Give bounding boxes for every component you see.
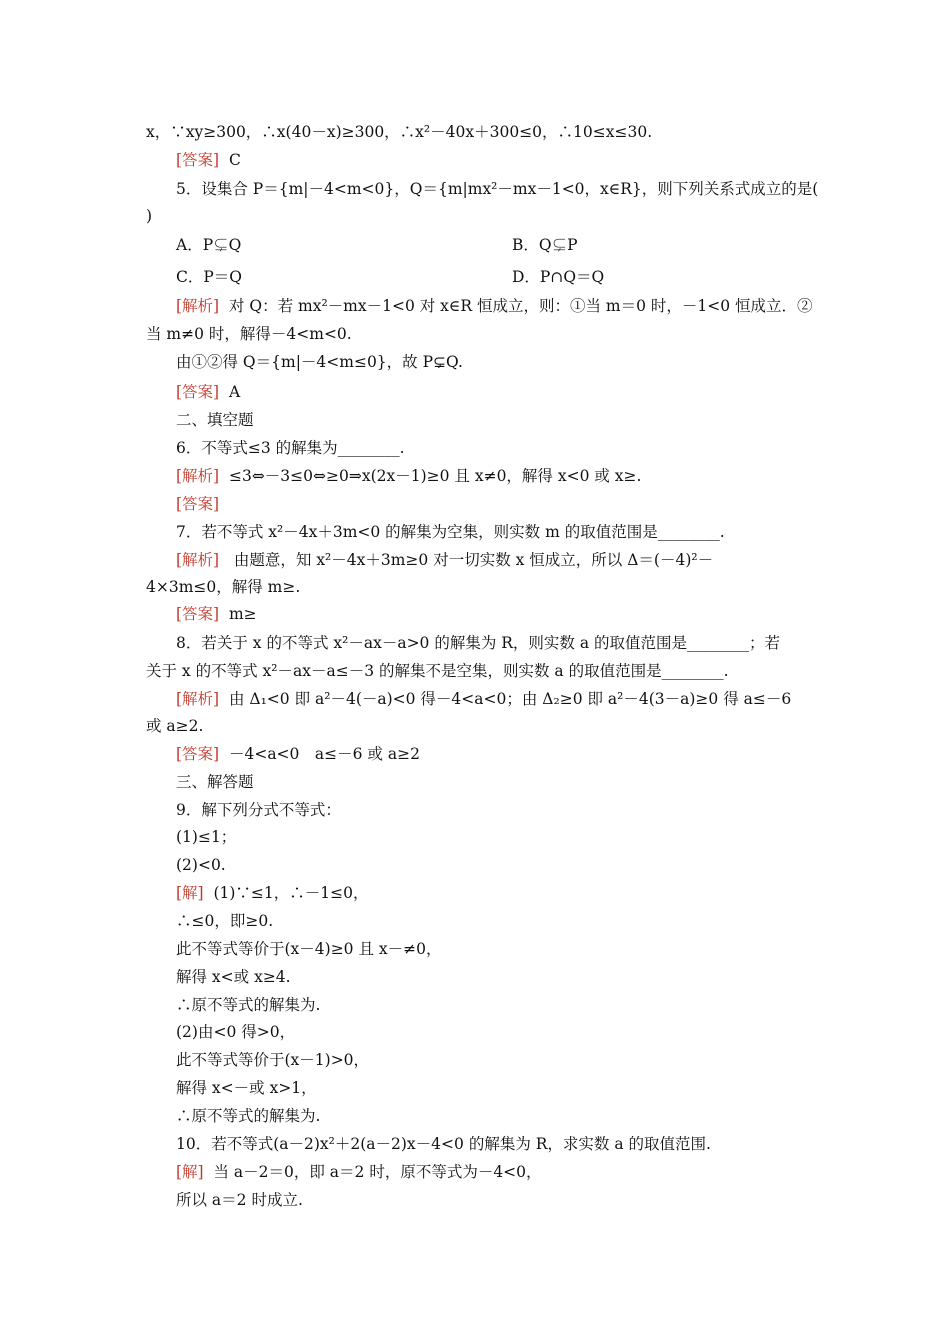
solution-line xyxy=(176,882,368,904)
analysis-tag: [解析] xyxy=(176,690,220,708)
text-line: 此不等式等价于(x－1)>0， xyxy=(176,1051,370,1069)
analysis-text: 由题意，知 x²－4x＋3m≥0 对一切实数 x 恒成立，所以 Δ＝(－4)²－ xyxy=(233,551,714,569)
answer-line xyxy=(176,381,240,403)
answer-line xyxy=(176,603,257,625)
text-line: ∴原不等式的解集为. xyxy=(176,1107,321,1125)
question-9: 9．解下列分式不等式： xyxy=(176,801,341,819)
question-5: 5．设集合 P＝{m|－4<m<0}，Q＝{m|mx²－mx－1<0，x∈R}，则下列关系式成立的是( xyxy=(176,180,819,198)
text-line: 关于 x 的不等式 x²－ax－a≤－3 的解集不是空集，则实数 a 的取值范围是________. xyxy=(146,662,729,680)
text-line: (1)≤1； xyxy=(176,828,237,846)
question-7: 7．若不等式 x²－4x＋3m<0 的解集为空集，则实数 m 的取值范围是________. xyxy=(176,523,725,541)
solution-tag: [解] xyxy=(176,1163,204,1181)
question-10: 10．若不等式(a－2)x²＋2(a－2)x－4<0 的解集为 R，求实数 a 的取值范围. xyxy=(176,1135,711,1153)
analysis-line xyxy=(176,688,791,710)
analysis-tag: [解析] xyxy=(176,297,220,315)
answer-line xyxy=(176,743,420,765)
text-line: 当 m≠0 时，解得－4<m<0. xyxy=(146,325,352,343)
answer-line xyxy=(176,149,241,171)
text-line: 4×3m≤0，解得 m≥. xyxy=(146,578,301,596)
solution-tag: [解] xyxy=(176,884,204,902)
text-line: (2)由<0 得>0， xyxy=(176,1023,296,1041)
analysis-line xyxy=(176,295,813,317)
option-d: D．P∩Q＝Q xyxy=(512,268,605,286)
answer-tag: [答案] xyxy=(176,151,220,169)
text-line: (2)<0. xyxy=(176,856,226,874)
text-line: 此不等式等价于(x－4)≥0 且 x－≠0， xyxy=(176,940,442,958)
analysis-text: ≤3⇔－3≤0⇔≥0⇒x(2x－1)≥0 且 x≠0，解得 x<0 或 x≥. xyxy=(228,467,642,485)
text-line: x，∵xy≥300，∴x(40－x)≥300，∴x²－40x＋300≤0，∴10≤x≤30. xyxy=(146,123,653,141)
option-b: B．Q⊊P xyxy=(512,236,578,254)
text-line: 由①②得 Q＝{m|－4<m≤0}，故 P⊊Q. xyxy=(176,353,463,371)
solution-text: (1)∵≤1，∴－1≤0， xyxy=(213,884,369,902)
text-line: ) xyxy=(146,207,153,225)
text-line: 或 a≥2. xyxy=(146,717,204,735)
text-line: 所以 a＝2 时成立. xyxy=(176,1191,303,1209)
analysis-line xyxy=(176,549,713,571)
answer-text: A xyxy=(228,383,241,401)
question-6: 6．不等式≤3 的解集为________. xyxy=(176,439,405,457)
answer-tag: [答案] xyxy=(176,745,220,763)
solution-line xyxy=(176,1161,542,1183)
text-line: 解得 x<或 x≥4. xyxy=(176,968,291,986)
analysis-text: 由 Δ₁<0 即 a²－4(－a)<0 得－4<a<0；由 Δ₂≥0 即 a²－4(3－a)≥0 得 a≤－6 xyxy=(228,690,792,708)
analysis-text: 对 Q：若 mx²－mx－1<0 对 x∈R 恒成立，则：①当 m＝0 时，－1<0 恒成立．② xyxy=(228,297,813,315)
option-a: A．P⊊Q xyxy=(176,236,242,254)
question-8: 8．若关于 x 的不等式 x²－ax－a>0 的解集为 R，则实数 a 的取值范围是________；若 xyxy=(176,634,781,652)
answer-text: C xyxy=(228,151,241,169)
text-line: ∴≤0，即≥0. xyxy=(176,912,274,930)
analysis-line xyxy=(176,465,641,487)
answer-text: m≥ xyxy=(228,605,257,623)
option-c: C．P＝Q xyxy=(176,268,242,286)
answer-tag: [答案] xyxy=(176,495,220,513)
answer-tag: [答案] xyxy=(176,605,220,623)
analysis-tag: [解析] xyxy=(176,467,220,485)
section-heading: 三、解答题 xyxy=(176,773,254,791)
section-heading: 二、填空题 xyxy=(176,411,254,429)
answer-tag: [答案] xyxy=(176,383,220,401)
answer-line xyxy=(176,493,219,515)
answer-text: －4<a<0 a≤－6 或 a≥2 xyxy=(228,745,420,763)
analysis-tag: [解析] xyxy=(176,551,220,569)
text-line: ∴原不等式的解集为. xyxy=(176,996,321,1014)
solution-text: 当 a－2＝0，即 a＝2 时，原不等式为－4<0， xyxy=(213,1163,542,1181)
text-line: 解得 x<－或 x>1， xyxy=(176,1079,317,1097)
